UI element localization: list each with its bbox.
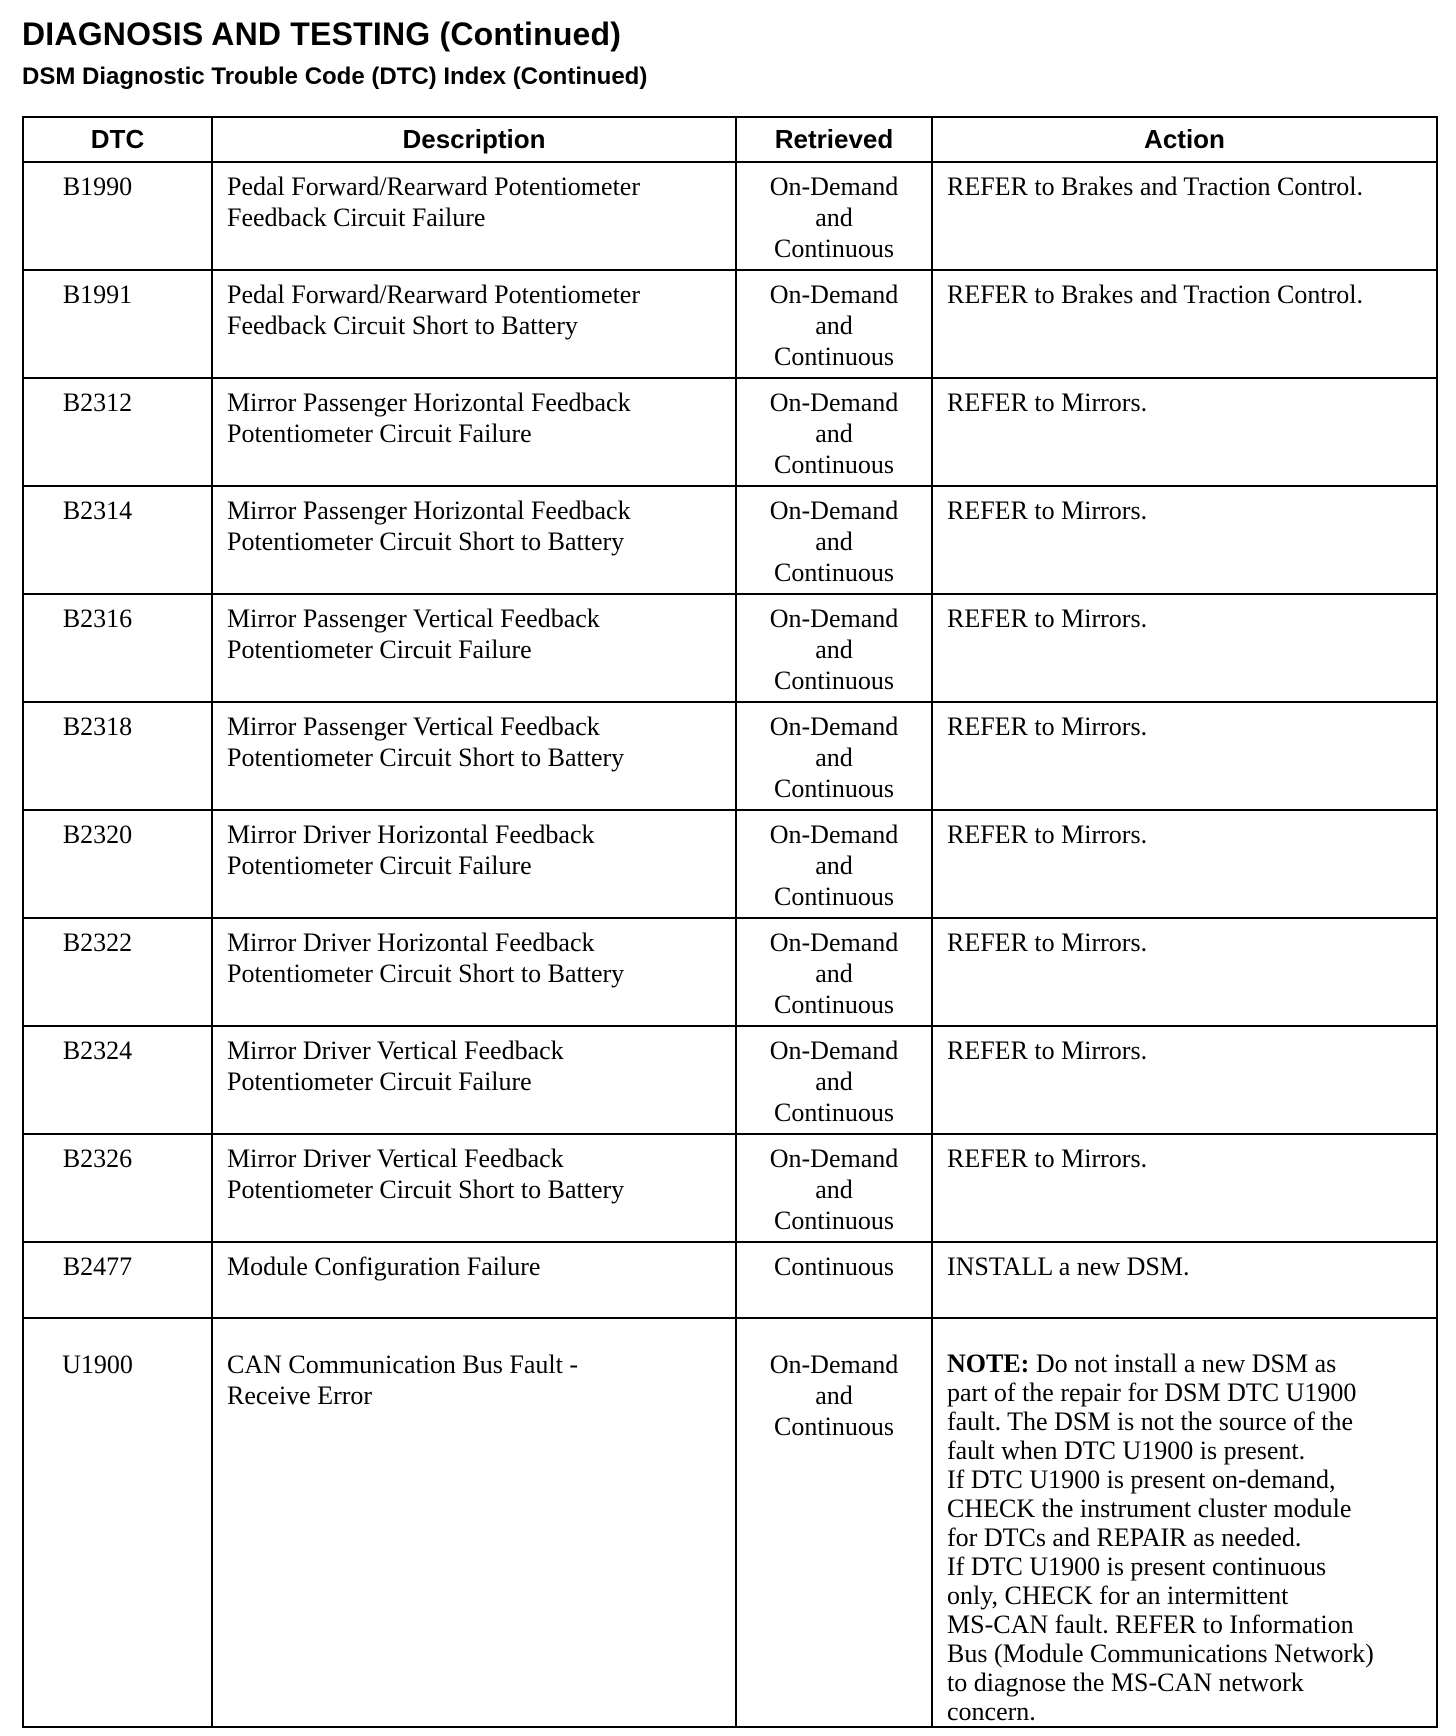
dtc-retrieved: On-Demand and Continuous [736,1318,932,1727]
dtc-description: Mirror Passenger Vertical Feedback Potentiometer Circuit Short to Battery [212,702,736,810]
dtc-action [932,1318,1437,1727]
dtc-action: REFER to Mirrors. [932,1026,1437,1134]
action-line: If DTC U1900 is present on-demand, [947,1465,1336,1494]
dtc-action: REFER to Brakes and Traction Control. [932,162,1437,270]
table-row [23,1026,1437,1134]
note-line: NOTE: Do not install a new DSM as [947,1349,1337,1378]
document-page [22,14,1436,1726]
dtc-action: REFER to Mirrors. [932,594,1437,702]
dtc-index-table [22,116,1438,1728]
dtc-retrieved: On-Demand and Continuous [736,486,932,594]
dtc-description: Module Configuration Failure [212,1242,736,1318]
dtc-action: REFER to Mirrors. [932,702,1437,810]
dtc-description: CAN Communication Bus Fault - Receive Error [212,1318,736,1727]
table-header-row [23,117,1437,162]
dtc-retrieved: Continuous [736,1242,932,1318]
table-row [23,918,1437,1026]
page-title: DIAGNOSIS AND TESTING (Continued) [22,16,622,52]
dtc-retrieved: On-Demand and Continuous [736,162,932,270]
dtc-action: REFER to Mirrors. [932,486,1437,594]
dtc-retrieved: On-Demand and Continuous [736,918,932,1026]
table-row [23,270,1437,378]
dtc-code: B2314 [23,486,212,594]
dtc-description: Mirror Passenger Vertical Feedback Potentiometer Circuit Failure [212,594,736,702]
dtc-description: Pedal Forward/Rearward Potentiometer Feedback Circuit Short to Battery [212,270,736,378]
dtc-retrieved: On-Demand and Continuous [736,378,932,486]
table-row [23,1242,1437,1318]
table-row [23,162,1437,270]
table-row [23,378,1437,486]
table-row [23,594,1437,702]
dtc-code: B2312 [23,378,212,486]
dtc-retrieved: On-Demand and Continuous [736,1134,932,1242]
dtc-code: B2322 [23,918,212,1026]
dtc-action: REFER to Brakes and Traction Control. [932,270,1437,378]
action-line: concern. [947,1697,1036,1726]
action-line: to diagnose the MS-CAN network [947,1668,1304,1697]
action-line: only, CHECK for an intermittent [947,1581,1289,1610]
dtc-action: REFER to Mirrors. [932,1134,1437,1242]
note-line: fault. The DSM is not the source of the [947,1407,1354,1436]
dtc-retrieved: On-Demand and Continuous [736,810,932,918]
dtc-retrieved: On-Demand and Continuous [736,270,932,378]
table-body [23,162,1437,1727]
table-row [23,810,1437,918]
dtc-description: Pedal Forward/Rearward Potentiometer Feedback Circuit Failure [212,162,736,270]
table-row [23,1134,1437,1242]
dtc-code: U1900 [23,1318,212,1727]
dtc-code: B1990 [23,162,212,270]
column-header-retrieved: Retrieved [736,117,932,162]
note-label: NOTE: [947,1349,1030,1378]
dtc-code: B2324 [23,1026,212,1134]
note-line: part of the repair for DSM DTC U1900 [947,1378,1357,1407]
dtc-code: B2316 [23,594,212,702]
column-header-action: Action [932,117,1437,162]
dtc-code: B2318 [23,702,212,810]
dtc-action: REFER to Mirrors. [932,918,1437,1026]
note-line: fault when DTC U1900 is present. [947,1436,1306,1465]
dtc-description: Mirror Driver Horizontal Feedback Potentiometer Circuit Failure [212,810,736,918]
dtc-action: REFER to Mirrors. [932,810,1437,918]
action-line: CHECK the instrument cluster module [947,1494,1352,1523]
dtc-description: Mirror Driver Vertical Feedback Potentiometer Circuit Failure [212,1026,736,1134]
dtc-code: B1991 [23,270,212,378]
dtc-description: Mirror Passenger Horizontal Feedback Potentiometer Circuit Failure [212,378,736,486]
table-row [23,1318,1437,1727]
table-title: DSM Diagnostic Trouble Code (DTC) Index (Continued) [22,63,648,90]
dtc-description: Mirror Passenger Horizontal Feedback Potentiometer Circuit Short to Battery [212,486,736,594]
dtc-code: B2326 [23,1134,212,1242]
dtc-retrieved: On-Demand and Continuous [736,1026,932,1134]
column-header-description: Description [212,117,736,162]
action-line: for DTCs and REPAIR as needed. [947,1523,1302,1552]
dtc-code: B2477 [23,1242,212,1318]
dtc-action: INSTALL a new DSM. [932,1242,1437,1318]
column-header-dtc: DTC [23,117,212,162]
dtc-code: B2320 [23,810,212,918]
dtc-description: Mirror Driver Vertical Feedback Potentiometer Circuit Short to Battery [212,1134,736,1242]
dtc-retrieved: On-Demand and Continuous [736,594,932,702]
action-line: If DTC U1900 is present continuous [947,1552,1327,1581]
table-row [23,486,1437,594]
action-line: Bus (Module Communications Network) [947,1639,1374,1668]
dtc-action: REFER to Mirrors. [932,378,1437,486]
action-line: MS-CAN fault. REFER to Information [947,1610,1354,1639]
dtc-description: Mirror Driver Horizontal Feedback Potentiometer Circuit Short to Battery [212,918,736,1026]
table-row [23,702,1437,810]
dtc-retrieved: On-Demand and Continuous [736,702,932,810]
